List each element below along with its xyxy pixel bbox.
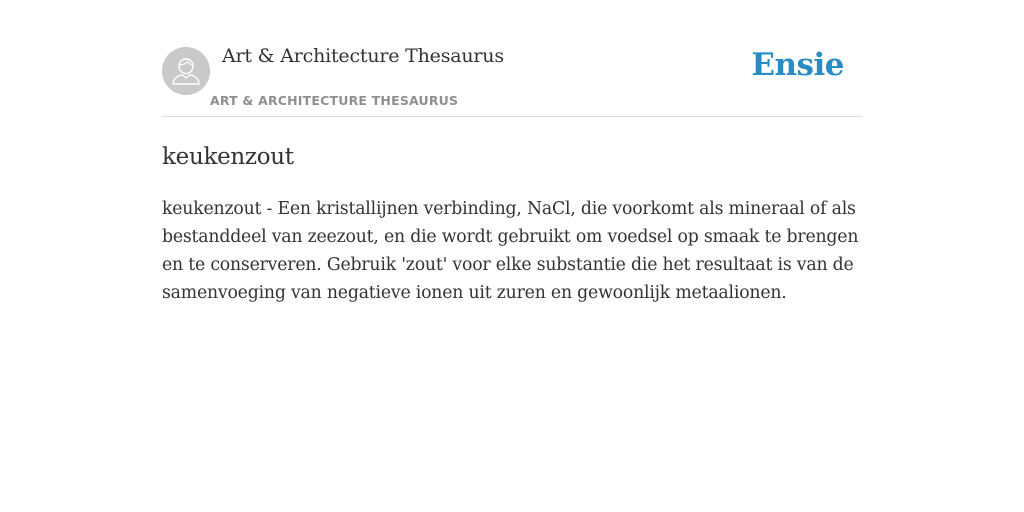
entry-term: keukenzout [162, 144, 294, 170]
ensie-logo-link[interactable]: Ensie [751, 47, 844, 83]
entry-container [162, 0, 862, 307]
author-name[interactable]: Art & Architecture Thesaurus [222, 45, 504, 67]
entry-definition: keukenzout - Een kristallijnen verbinding, NaCl, die voorkomt als mineraal of als bestanddeel van zeezout, en die wordt gebruikt om voedsel op smaak te brengen en te conserveren. Gebruik 'zout' voor elke substantie die het resultaat is van de samenvoeging van negatieve ionen uit zuren en gewoonlijk metaalionen. [162, 199, 859, 303]
user-avatar-icon[interactable] [162, 47, 210, 95]
author-subtitle: ART & ARCHITECTURE THESAURUS [210, 93, 459, 108]
entry-header [162, 0, 862, 117]
